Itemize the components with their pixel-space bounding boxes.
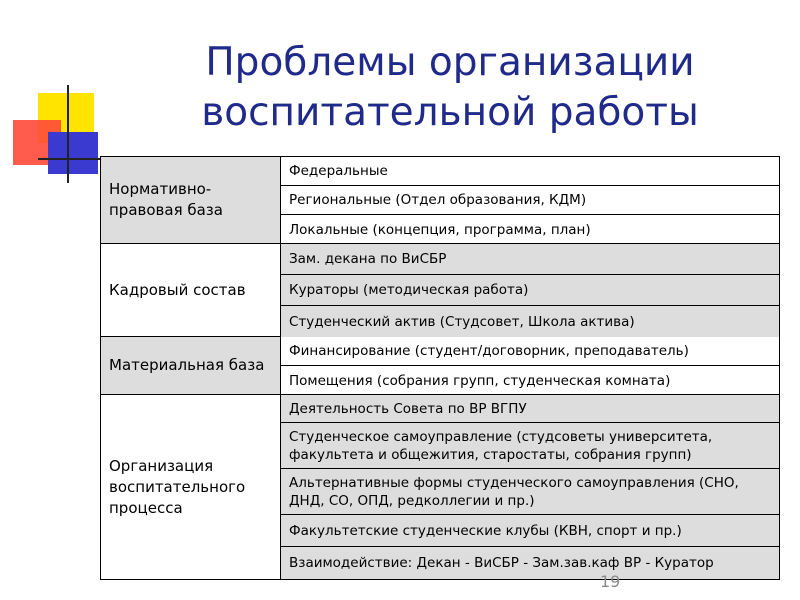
- page-number: 19: [600, 572, 621, 591]
- table-row: Факультетские студенческие клубы (КВН, спорт и пр.): [281, 515, 779, 547]
- category-cell: Кадровый состав: [101, 244, 281, 336]
- table-row: Кураторы (методическая работа): [281, 275, 779, 306]
- category-cell: Материальная база: [101, 337, 281, 394]
- table-row: Федеральные: [281, 157, 779, 186]
- category-cell: Нормативно-правовая база: [101, 157, 281, 243]
- table-group-staff: [101, 244, 779, 337]
- slide-title-line-2: воспитательной работы: [201, 90, 699, 135]
- table-row: Студенческое самоуправление (студсоветы университета, факультета и общежития, старостаты, собрания групп): [281, 423, 779, 469]
- decor-vertical-line: [67, 85, 69, 183]
- table-row: Альтернативные формы студенческого самоуправления (СНО, ДНД, СО, ОПД, редколлегии и пр.): [281, 469, 779, 515]
- table-row: Зам. декана по ВиСБР: [281, 244, 779, 275]
- table-row: Деятельность Совета по ВР ВГПУ: [281, 395, 779, 423]
- table-row: Финансирование (студент/договорник, преподаватель): [281, 337, 779, 366]
- slide-title: [150, 38, 750, 138]
- table-group-organization: [101, 395, 779, 579]
- table-group-material: [101, 337, 779, 395]
- table-row: Помещения (собрания групп, студенческая комната): [289, 372, 671, 389]
- table-row: Региональные (Отдел образования, КДМ): [281, 186, 779, 215]
- table-group-normative: [101, 157, 779, 244]
- table-row: Студенческий актив (Студсовет, Школа актива): [281, 306, 779, 337]
- table-row: Локальные (концепция, программа, план): [289, 221, 591, 238]
- problems-table: [100, 156, 780, 580]
- category-cell: Организация воспитательного процесса: [101, 395, 281, 579]
- decor-blue-square: [48, 132, 98, 174]
- table-row: Взаимодействие: Декан - ВиСБР - Зам.зав.каф ВР - Куратор: [281, 547, 779, 579]
- slide-title-line-1: Проблемы организации: [205, 40, 695, 85]
